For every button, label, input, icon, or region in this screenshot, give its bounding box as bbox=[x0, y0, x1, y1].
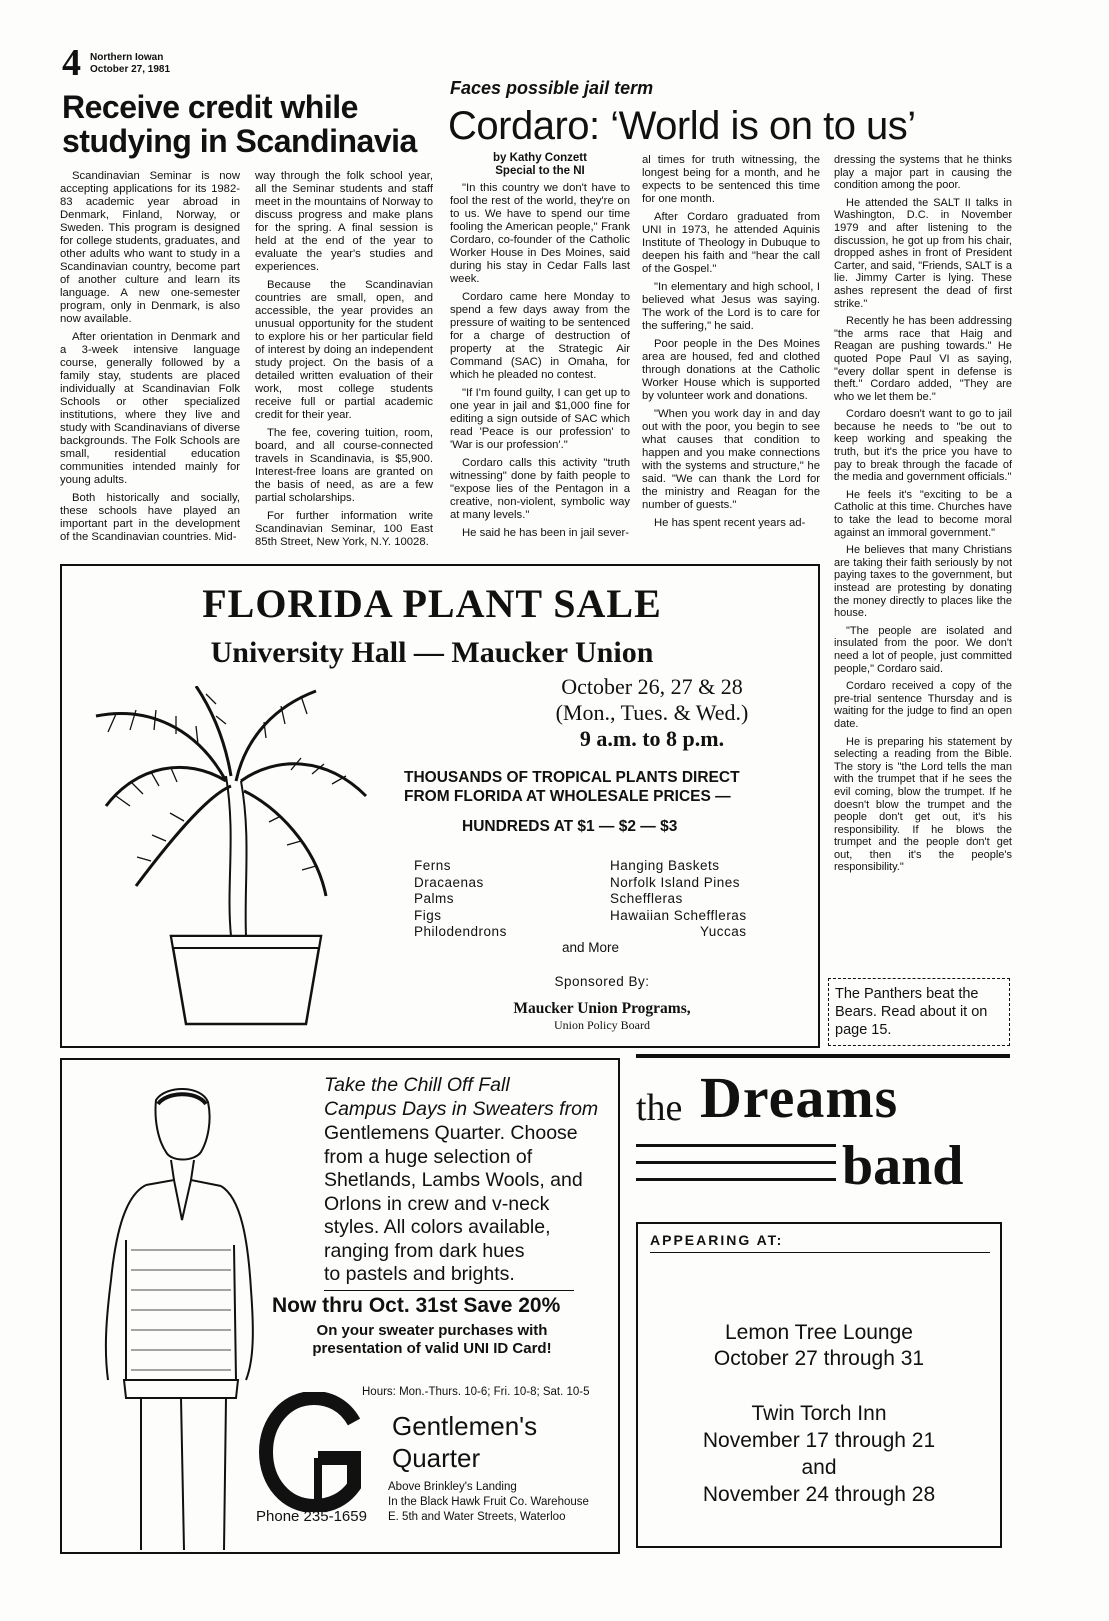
paragraph: Cordaro received a copy of the pre-trial sentence Thursday and is waiting for the judge to find an open date. bbox=[834, 680, 1012, 730]
paragraph: For further information write Scandinavian Seminar, 100 East 85th Street, New York, N.Y. 10028. bbox=[255, 510, 433, 548]
paragraph: Scandinavian Seminar is now accepting applications for its 1982-83 academic year abroad in Denmark, Finland, Norway, or Sweden. This program is designed for college students, graduates, and other adults who want to study in a Scandinavian country, become part of another culture and learn its language. A new one-semester program, only in Denmark, is also now available. bbox=[60, 170, 240, 325]
list-item: Yuccas bbox=[700, 924, 747, 939]
list-item: Hawaiian Scheffleras bbox=[610, 907, 747, 923]
sweater-ad-intro bbox=[324, 1074, 598, 1121]
page-number: 4 bbox=[62, 42, 81, 84]
man-in-sweater-illustration bbox=[86, 1080, 276, 1550]
venue-1-dates: October 27 through 31 bbox=[713, 1347, 925, 1370]
plant-sale-prices: HUNDREDS AT $1 — $2 — $3 bbox=[462, 818, 678, 835]
paragraph: "The people are isolated and insulated from the poor. We don't need a lot of people, just committed people," Cordaro said. bbox=[834, 624, 1012, 675]
store-address bbox=[388, 1480, 589, 1525]
paragraph: "When you work day in and day out with the poor, you begin to see what causes that condition to happen and you make connections with the systems and structure," he said. "We can thank the Lord for the ministry and Reagan for the number of guests." bbox=[642, 408, 820, 511]
byline-credit: Special to the NI bbox=[495, 165, 585, 177]
plant-sale-dates: October 26, 27 & 28 bbox=[561, 674, 743, 699]
ad-line: to pastels and brights. bbox=[324, 1263, 515, 1285]
paragraph: He believes that many Christians are taking their faith seriously by not paying taxes to the government, but instead are protesting by donating the money directly to places like the house. bbox=[834, 544, 1012, 620]
list-item: Figs bbox=[414, 907, 442, 923]
paragraph: He attended the SALT II talks in Washington, D.C. in November 1979 and after listening to the discussion, he got up from his chair, dropped ashes in front of President Carter, and said, "Friends, SALT is a lie. Jimmy Carter is lying. These ashes represent the dead of first strike." bbox=[834, 196, 1012, 310]
panthers-teaser: The Panthers beat the Bears. Read about it on page 15. bbox=[828, 978, 1010, 1046]
ad-line: Orlons in crew and v-neck bbox=[324, 1192, 550, 1215]
store-phone: Phone 235-1659 bbox=[256, 1508, 367, 1525]
address-line: Above Brinkley's Landing bbox=[388, 1481, 517, 1493]
ad-line: styles. All colors available, bbox=[324, 1216, 551, 1238]
dreams-the: the bbox=[636, 1087, 683, 1129]
plant-sale-venue: University Hall — Maucker Union bbox=[210, 636, 654, 669]
gq-logo-mark bbox=[258, 1392, 370, 1512]
paragraph: He is preparing his statement by selecting a reading from the Bible. The story is "the Lord tells the man with the trumpet that if he sees the evil coming, blow the trumpet. If he doesn't blow the trumpet and the people don't get out, it's his responsibility. If he blows the trumpet and the people don't get out, then it's the people's responsibility." bbox=[834, 735, 1012, 874]
promo-details bbox=[272, 1322, 592, 1358]
cordaro-column-2 bbox=[642, 154, 820, 535]
cordaro-kicker: Faces possible jail term bbox=[450, 78, 654, 98]
paragraph: "In this country we don't have to fool the rest of the world, they're on to us. We have to spend our time fooling the American people," Frank Cordaro, co-founder of the Catholic Worker House in Des Moines, said during his stay in Cedar Falls last week. bbox=[450, 182, 630, 285]
appearing-at: APPEARING AT: bbox=[650, 1232, 784, 1248]
promo-line: presentation of valid UNI ID Card! bbox=[312, 1340, 552, 1357]
ad-line: Shetlands, Lambs Wools, and bbox=[324, 1169, 583, 1191]
scandinavia-headline-2: studying in Scandinavia bbox=[62, 123, 417, 159]
divider bbox=[324, 1290, 574, 1291]
rule bbox=[636, 1178, 836, 1181]
list-item: Norfolk Island Pines bbox=[610, 874, 741, 890]
ad-line: ranging from dark hues bbox=[324, 1239, 525, 1262]
paragraph: Cordaro calls this activity "truth witnessing" done by faith people to "expose lies of the Pentagon in a creative, non-violent, symbolic way at many levels." bbox=[450, 457, 630, 521]
paragraph: Cordaro came here Monday to spend a few days away from the pressure of waiting to be sentenced for a charge of destruction of property at the Strategic Air Command (SAC) in Omaha, for which he pleaded no contest. bbox=[450, 291, 630, 381]
ad-line: Take the Chill Off Fall bbox=[324, 1074, 510, 1096]
plant-sale-tagline bbox=[404, 768, 804, 806]
paragraph: dressing the systems that he thinks play a major part in causing the condition among the poor. bbox=[834, 154, 1012, 192]
venue-2-dates: November 17 through 21 bbox=[702, 1429, 936, 1452]
list-item: Scheffleras bbox=[610, 891, 683, 906]
paragraph: He said he has been in jail sever- bbox=[462, 527, 630, 539]
paragraph: Cordaro doesn't want to go to jail because he needs to "be out to keep working and speaking the truth, but it's the price you have to pay to break through the facade of the media and government officials." bbox=[834, 408, 1012, 484]
paragraph: He feels it's "exciting to be a Catholic at this time. Churches have to take the lead to become moral against an immoral government." bbox=[834, 488, 1012, 539]
paragraph: The fee, covering tuition, room, board, and all course-connected travels in Scandinavia, is $5,900. Interest-free loans are granted on the basis of need, as are a few partial scholarships. bbox=[255, 427, 433, 504]
dreams-rules bbox=[636, 1144, 836, 1181]
scandinavia-column-1 bbox=[60, 170, 240, 549]
venue-2-dates-2: November 24 through 28 bbox=[702, 1483, 936, 1506]
paragraph: After Cordaro graduated from UNI in 1973, he attended Aquinis Institute of Theology in Dubuque to deepen his faith and "hear the call of the Gospel." bbox=[642, 211, 820, 275]
promo-headline: Now thru Oct. 31st Save 20% bbox=[272, 1294, 561, 1317]
scandinavia-column-2 bbox=[255, 170, 433, 554]
paragraph: Poor people in the Des Moines area are housed, fed and clothed through donations at the Catholic Worker House which is supported by volunteer work and donations. bbox=[642, 338, 820, 402]
plant-list-right bbox=[610, 858, 747, 941]
plant-list-left bbox=[414, 858, 507, 941]
and-text: and bbox=[801, 1456, 837, 1479]
sponsor-sub: Union Policy Board bbox=[554, 1018, 650, 1032]
venue-2-block bbox=[638, 1400, 1000, 1508]
sweater-ad-copy bbox=[324, 1122, 583, 1287]
gq-logo bbox=[258, 1392, 370, 1512]
promo-line: On your sweater purchases with bbox=[316, 1322, 548, 1339]
address-line: In the Black Hawk Fruit Co. Warehouse bbox=[388, 1496, 589, 1508]
venue-2: Twin Torch Inn bbox=[751, 1402, 887, 1425]
plant-sale-dates-block bbox=[502, 674, 802, 752]
rule bbox=[636, 1161, 836, 1164]
sweater-ad bbox=[60, 1058, 620, 1554]
cordaro-headline: Cordaro: ‘World is on to us’ bbox=[448, 104, 916, 148]
divider bbox=[650, 1252, 990, 1253]
plant-sale-days: (Mon., Tues. & Wed.) bbox=[555, 700, 749, 725]
paragraph: way through the folk school year, all the Seminar students and staff meet in the mountains of Norway to discuss progress and make plans for the spring. A final session is held at the end of the year to evaluate the year's studies and experiences. bbox=[255, 170, 433, 273]
dreams-title: Dreams bbox=[700, 1065, 899, 1130]
cordaro-column-1 bbox=[450, 182, 630, 545]
rule bbox=[636, 1144, 836, 1147]
paragraph: "If I'm found guilty, I can get up to one year in jail and $1,000 fine for editing a sign outside of SAC which read 'Peace is our profession' to 'War is our profession'." bbox=[450, 387, 630, 451]
sponsored-by: Sponsored By: bbox=[554, 974, 650, 989]
issue-date: October 27, 1981 bbox=[90, 64, 171, 75]
paragraph: "In elementary and high school, I believed what Jesus was saying. The work of the Lord is to care for the suffering," he said. bbox=[642, 281, 820, 332]
list-item: Hanging Baskets bbox=[610, 858, 720, 873]
store-name bbox=[392, 1410, 537, 1474]
plant-sale-hours: 9 a.m. to 8 p.m. bbox=[579, 726, 725, 751]
paragraph: al times for truth witnessing, the longest being for a month, and he expects to be sentenced this time for one month. bbox=[642, 154, 820, 205]
palm-tree-illustration bbox=[76, 686, 386, 1026]
paragraph: Both historically and socially, these schools have played an important part in the development of the Scandinavian countries. Mid- bbox=[60, 492, 240, 543]
tagline-line-2: FROM FLORIDA AT WHOLESALE PRICES — bbox=[404, 788, 731, 805]
store-hours: Hours: Mon.-Thurs. 10-6; Fri. 10-8; Sat. 10-5 bbox=[362, 1386, 590, 1398]
venue-1-block bbox=[638, 1320, 1000, 1372]
plant-sale-ad bbox=[60, 564, 820, 1048]
byline-author: by Kathy Conzett bbox=[493, 152, 587, 164]
sponsor-name: Maucker Union Programs, bbox=[513, 1000, 691, 1017]
rule bbox=[636, 1054, 1010, 1058]
tagline-line-1: THOUSANDS OF TROPICAL PLANTS DIRECT bbox=[404, 769, 740, 786]
ad-line: from a huge selection of bbox=[324, 1145, 533, 1168]
list-item: Philodendrons bbox=[414, 924, 507, 939]
paragraph: After orientation in Denmark and a 3-week intensive language course, generally followed by a family stay, students are placed individually at Scandinavian Folk Schools or other specialized institutions, where they live and study with Scandinavians of diverse backgrounds. The Folk Schools are small, residential education communities intended mainly for young adults. bbox=[60, 331, 240, 486]
dreams-band: band bbox=[842, 1135, 964, 1197]
paper-name: Northern Iowan bbox=[90, 52, 164, 63]
store-name-1: Gentlemen's bbox=[392, 1411, 538, 1441]
paragraph: Because the Scandinavian countries are small, open, and accessible, the year provides an unusual opportunity for the student to explore his or her particular field of interest by doing an independent study project. On the basis of a detailed written evaluation of their work, most college students receive full or partial academic credit for their year. bbox=[255, 279, 433, 421]
paragraph: Recently he has been addressing "the arms race that Haig and Reagan are pushing towards." He quoted Pope Paul VI as saying, "every dollar spent in defense is theft." Cordaro added, "They are who we let them be." bbox=[834, 315, 1012, 403]
cordaro-column-3 bbox=[834, 154, 1012, 879]
list-item: Palms bbox=[414, 891, 455, 906]
plant-sale-title: FLORIDA PLANT SALE bbox=[202, 581, 662, 626]
paragraph: He has spent recent years ad- bbox=[654, 517, 806, 529]
address-line: E. 5th and Water Streets, Waterloo bbox=[388, 1511, 566, 1523]
ad-line: Campus Days in Sweaters from bbox=[324, 1097, 599, 1120]
list-item: Ferns bbox=[414, 858, 452, 873]
ad-line: Gentlemens Quarter. Choose bbox=[324, 1122, 578, 1144]
byline bbox=[450, 152, 630, 178]
scandinavia-headline-1: Receive credit while bbox=[62, 89, 358, 125]
dreams-appearances bbox=[636, 1222, 1002, 1548]
and-more: and More bbox=[562, 940, 620, 955]
list-item: Dracaenas bbox=[414, 874, 484, 890]
store-name-2: Quarter bbox=[392, 1443, 481, 1473]
venue-1: Lemon Tree Lounge bbox=[725, 1321, 913, 1344]
